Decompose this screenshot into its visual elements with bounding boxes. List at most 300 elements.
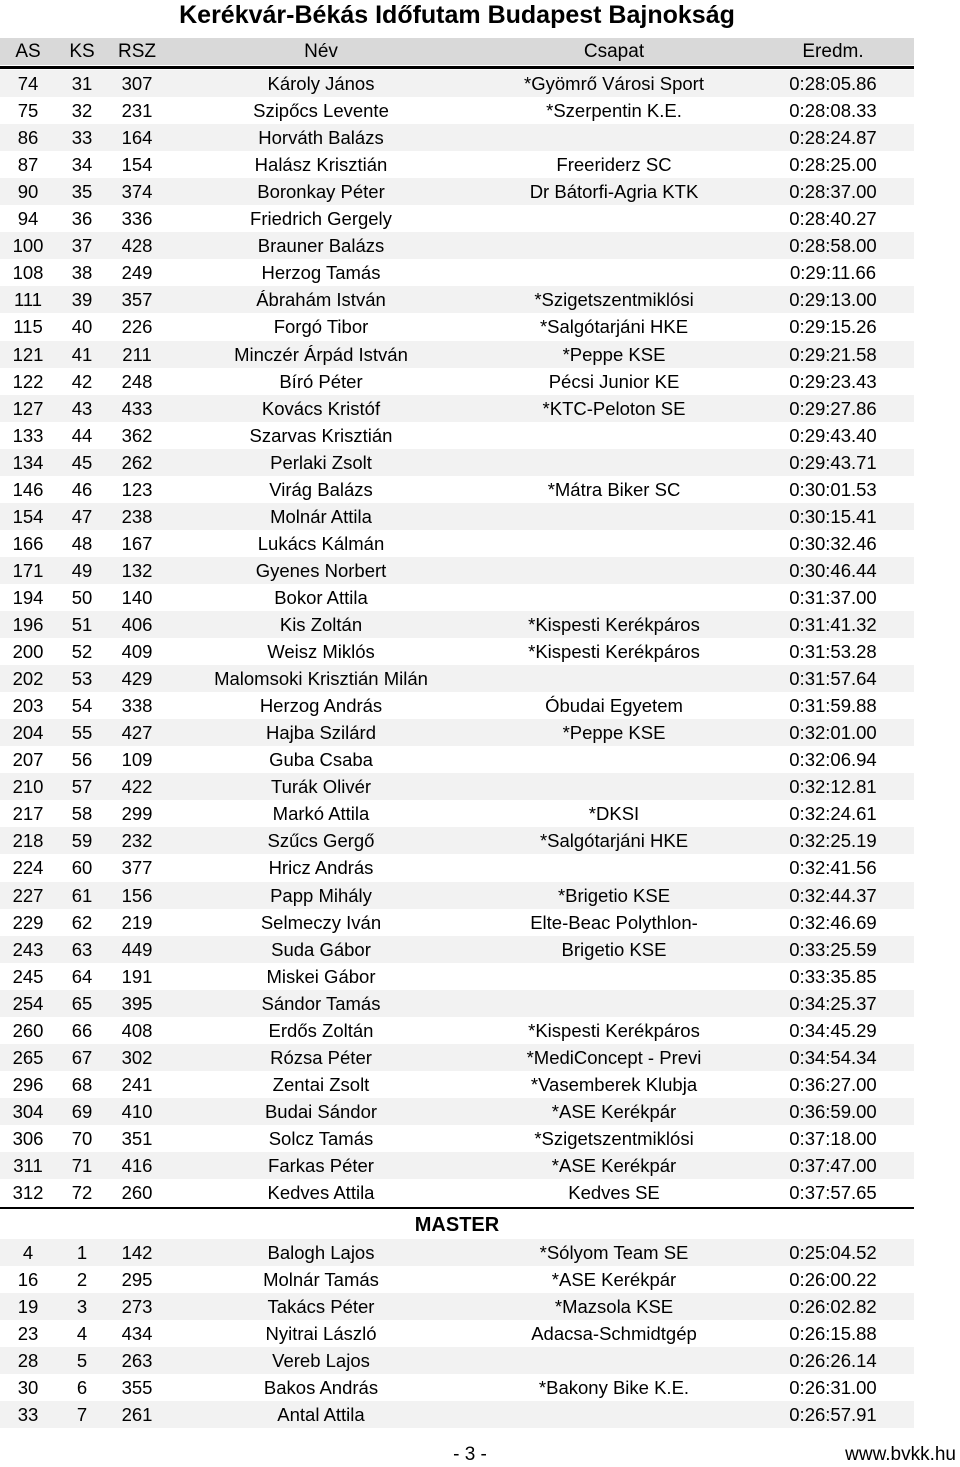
- cell-rsz: 123: [121, 478, 153, 500]
- cell-eredm: 0:32:12.81: [789, 776, 877, 798]
- cell-nev: Szarvas Krisztián: [249, 424, 393, 446]
- cell-nev: Brauner Balázs: [257, 235, 385, 257]
- cell-eredm: 0:32:06.94: [789, 749, 877, 771]
- cell-as: 224: [12, 857, 44, 879]
- table-row: [0, 286, 914, 313]
- cell-ks: 57: [71, 776, 93, 798]
- cell-nev: Molnár Tamás: [263, 1269, 379, 1291]
- cell-rsz: 140: [121, 586, 153, 608]
- cell-rsz: 338: [121, 695, 153, 717]
- cell-as: 217: [12, 803, 44, 825]
- table-row: [0, 936, 914, 963]
- cell-nev: Weisz Miklós: [267, 641, 375, 663]
- cell-as: 202: [12, 668, 44, 690]
- cell-as: 87: [17, 154, 39, 176]
- cell-as: 196: [12, 614, 44, 635]
- cell-as: 121: [12, 343, 44, 365]
- cell-ks: 43: [71, 397, 93, 419]
- cell-as: 260: [12, 1019, 44, 1041]
- cell-rsz: 422: [121, 776, 153, 798]
- cell-csapat: *ASE Kerékpár: [551, 1269, 677, 1291]
- cell-csapat: Kedves SE: [568, 1182, 660, 1204]
- cell-ks: 39: [71, 289, 93, 311]
- cell-eredm: 0:31:41.32: [789, 614, 877, 635]
- cell-eredm: 0:32:01.00: [789, 722, 877, 744]
- cell-as: 28: [17, 1350, 39, 1372]
- footer-url[interactable]: www.bvkk.hu: [845, 1444, 956, 1465]
- cell-nev: Hricz András: [268, 857, 374, 879]
- cell-eredm: 0:30:01.53: [789, 478, 877, 500]
- cell-eredm: 0:37:57.65: [789, 1182, 877, 1204]
- cell-as: 74: [17, 73, 39, 94]
- cell-as: 100: [12, 235, 44, 257]
- cell-as: 75: [17, 100, 39, 122]
- cell-csapat: *Kispesti Kerékpáros: [528, 641, 700, 663]
- cell-csapat: *Salgótarjáni HKE: [539, 316, 689, 338]
- table-row: [0, 1152, 914, 1179]
- cell-rsz: 433: [121, 397, 153, 419]
- cell-as: 227: [12, 884, 44, 906]
- cell-ks: 44: [71, 424, 93, 446]
- table-row: [0, 557, 914, 584]
- cell-csapat: *Mazsola KSE: [554, 1296, 674, 1318]
- cell-eredm: 0:29:43.40: [789, 424, 877, 446]
- table-row: [0, 503, 914, 530]
- cell-eredm: 0:26:02.82: [789, 1296, 877, 1318]
- table-row: [0, 854, 914, 881]
- cell-rsz: 409: [121, 641, 153, 663]
- cell-as: 127: [12, 397, 44, 419]
- table-header: [0, 38, 914, 65]
- cell-as: 33: [17, 1404, 39, 1426]
- cell-nev: Molnár Attila: [270, 505, 372, 527]
- cell-nev: Perlaki Zsolt: [270, 451, 372, 473]
- cell-ks: 72: [71, 1182, 93, 1204]
- cell-ks: 50: [71, 586, 93, 608]
- table-row: [0, 719, 914, 746]
- table-row: [0, 178, 914, 205]
- header-as: AS: [15, 41, 41, 62]
- cell-nev: Bokor Attila: [274, 586, 368, 608]
- cell-rsz: 410: [121, 1100, 153, 1122]
- cell-rsz: 374: [121, 181, 153, 203]
- header-rsz: RSZ: [118, 41, 156, 62]
- cell-rsz: 377: [121, 857, 153, 879]
- cell-nev: Vereb Lajos: [272, 1350, 370, 1372]
- cell-rsz: 299: [121, 803, 153, 825]
- cell-as: 133: [12, 424, 44, 446]
- table-row: [0, 1293, 914, 1320]
- cell-rsz: 416: [121, 1155, 153, 1176]
- table-row: [0, 449, 914, 476]
- cell-eredm: 0:32:24.61: [789, 803, 877, 825]
- table-row: [0, 232, 914, 259]
- cell-eredm: 0:29:15.26: [789, 316, 877, 338]
- cell-rsz: 109: [121, 749, 153, 771]
- cell-as: 296: [12, 1073, 44, 1095]
- cell-csapat: *Bakony Bike K.E.: [538, 1377, 690, 1399]
- cell-as: 245: [12, 965, 44, 987]
- cell-eredm: 0:31:37.00: [789, 586, 877, 608]
- cell-csapat: Dr Bátorfi-Agria KTK: [529, 181, 699, 203]
- cell-csapat: *Szerpentin K.E.: [546, 100, 682, 122]
- cell-eredm: 0:32:44.37: [789, 884, 877, 906]
- cell-eredm: 0:29:23.43: [789, 370, 877, 392]
- table-row: [0, 990, 914, 1017]
- cell-nev: Sándor Tamás: [261, 992, 381, 1014]
- cell-csapat: Freeriderz SC: [556, 154, 672, 176]
- table-row: [0, 584, 914, 611]
- cell-nev: Kedves Attila: [267, 1182, 375, 1204]
- cell-ks: 58: [71, 803, 93, 825]
- section-title-master: MASTER: [414, 1214, 500, 1236]
- cell-csapat: *Szigetszentmiklósi: [534, 1127, 694, 1149]
- cell-eredm: 0:36:27.00: [789, 1073, 877, 1095]
- cell-ks: 34: [71, 154, 93, 176]
- cell-rsz: 295: [121, 1269, 153, 1291]
- cell-nev: Zentai Zsolt: [272, 1073, 370, 1095]
- cell-rsz: 429: [121, 668, 153, 690]
- cell-csapat: *KTC-Peloton SE: [542, 397, 686, 419]
- cell-nev: Farkas Péter: [268, 1155, 374, 1176]
- cell-as: 254: [12, 992, 44, 1014]
- cell-eredm: 0:28:58.00: [789, 235, 877, 257]
- cell-nev: Szűcs Gergő: [267, 830, 375, 852]
- cell-nev: Papp Mihály: [270, 884, 372, 906]
- table-row: [0, 1239, 914, 1266]
- cell-as: 94: [17, 208, 39, 230]
- cell-csapat: *Salgótarjáni HKE: [539, 830, 689, 852]
- cell-eredm: 0:28:08.33: [789, 100, 877, 122]
- table-row: [0, 692, 914, 719]
- cell-csapat: *Mátra Biker SC: [547, 478, 681, 500]
- cell-nev: Malomsoki Krisztián Milán: [214, 668, 428, 690]
- cell-ks: 64: [71, 965, 93, 987]
- cell-as: 122: [12, 370, 44, 392]
- cell-eredm: 0:29:43.71: [789, 451, 877, 473]
- cell-eredm: 0:30:46.44: [789, 559, 877, 581]
- cell-ks: 47: [71, 505, 93, 527]
- section-divider: [0, 1207, 914, 1209]
- cell-nev: Guba Csaba: [269, 749, 373, 771]
- cell-ks: 32: [71, 100, 93, 122]
- cell-eredm: 0:34:45.29: [789, 1019, 877, 1041]
- cell-rsz: 156: [121, 884, 153, 906]
- table-row: [0, 1374, 914, 1401]
- table-row: [0, 1401, 914, 1428]
- cell-ks: 69: [71, 1100, 93, 1122]
- header-ks: KS: [69, 41, 95, 62]
- cell-csapat: *Brigetio KSE: [557, 884, 671, 906]
- table-row: [0, 205, 914, 232]
- cell-as: 304: [12, 1100, 44, 1122]
- cell-rsz: 191: [121, 965, 153, 987]
- table-row: [0, 476, 914, 503]
- table-row: [0, 611, 914, 638]
- cell-ks: 40: [71, 316, 93, 338]
- cell-as: 154: [12, 505, 44, 527]
- cell-ks: 55: [71, 722, 93, 744]
- cell-eredm: 0:37:47.00: [789, 1155, 877, 1176]
- cell-as: 111: [13, 289, 43, 311]
- cell-nev: Miskei Gábor: [266, 965, 376, 987]
- table-row: [0, 368, 914, 395]
- cell-eredm: 0:32:41.56: [789, 857, 877, 879]
- cell-nev: Minczér Árpád István: [234, 343, 408, 365]
- cell-rsz: 211: [122, 343, 152, 365]
- cell-as: 115: [13, 316, 43, 338]
- cell-csapat: *MediConcept - Previ: [526, 1046, 702, 1068]
- cell-csapat: Adacsa-Schmidtgép: [531, 1323, 697, 1345]
- cell-rsz: 263: [121, 1350, 153, 1372]
- cell-ks: 2: [76, 1269, 88, 1291]
- cell-nev: Herzog Tamás: [261, 262, 381, 284]
- cell-rsz: 132: [121, 559, 153, 581]
- cell-as: 210: [12, 776, 44, 798]
- cell-nev: Lukács Kálmán: [257, 532, 385, 554]
- cell-ks: 33: [71, 127, 93, 149]
- header-eredm: Eredm.: [802, 41, 864, 62]
- cell-ks: 62: [71, 911, 93, 933]
- table-row: [0, 746, 914, 773]
- cell-as: 166: [12, 532, 44, 554]
- cell-as: 19: [17, 1296, 39, 1318]
- cell-nev: Turák Olivér: [270, 776, 372, 798]
- cell-ks: 6: [76, 1377, 88, 1399]
- cell-rsz: 260: [121, 1182, 153, 1204]
- cell-ks: 42: [71, 370, 93, 392]
- table-row: [0, 1266, 914, 1293]
- cell-nev: Suda Gábor: [271, 938, 371, 960]
- header-csapat: Csapat: [583, 41, 645, 62]
- cell-csapat: *ASE Kerékpár: [551, 1155, 677, 1176]
- cell-csapat: *Kispesti Kerékpáros: [528, 1019, 700, 1041]
- cell-eredm: 0:32:46.69: [789, 911, 877, 933]
- table-row: [0, 1071, 914, 1098]
- cell-ks: 59: [71, 830, 93, 852]
- header-divider: [0, 66, 914, 69]
- cell-ks: 48: [71, 532, 93, 554]
- cell-csapat: Pécsi Junior KE: [548, 370, 680, 392]
- cell-as: 23: [17, 1323, 39, 1345]
- cell-ks: 71: [71, 1155, 93, 1176]
- cell-nev: Károly János: [267, 73, 375, 94]
- cell-ks: 56: [71, 749, 93, 771]
- page-title: Kerékvár-Békás Időfutam Budapest Bajnokság: [179, 1, 735, 29]
- cell-ks: 37: [71, 235, 93, 257]
- cell-rsz: 362: [121, 424, 153, 446]
- cell-rsz: 219: [121, 911, 153, 933]
- cell-eredm: 0:31:57.64: [789, 668, 877, 690]
- cell-eredm: 0:30:15.41: [789, 505, 877, 527]
- cell-ks: 3: [76, 1296, 88, 1318]
- cell-nev: Nyitrai László: [265, 1323, 377, 1345]
- cell-eredm: 0:28:05.86: [789, 73, 877, 94]
- table-row: [0, 395, 914, 422]
- table-row: [0, 1044, 914, 1071]
- cell-as: 265: [12, 1046, 44, 1068]
- cell-rsz: 336: [121, 208, 153, 230]
- cell-nev: Forgó Tibor: [273, 316, 369, 338]
- cell-as: 16: [17, 1269, 39, 1291]
- table-row: [0, 827, 914, 854]
- cell-nev: Kovács Kristóf: [261, 397, 381, 419]
- cell-rsz: 226: [121, 316, 153, 338]
- cell-as: 86: [17, 127, 39, 149]
- page-number: - 3 -: [453, 1444, 487, 1465]
- cell-eredm: 0:26:00.22: [789, 1269, 877, 1291]
- cell-rsz: 406: [121, 614, 153, 635]
- cell-eredm: 0:28:37.00: [789, 181, 877, 203]
- table-row: [0, 259, 914, 286]
- cell-eredm: 0:29:13.00: [789, 289, 877, 311]
- table-row: [0, 800, 914, 827]
- table-row: [0, 1017, 914, 1044]
- cell-ks: 4: [76, 1323, 88, 1345]
- cell-eredm: 0:31:59.88: [789, 695, 877, 717]
- cell-rsz: 262: [121, 451, 153, 473]
- table-row: [0, 1347, 914, 1374]
- cell-csapat: *ASE Kerékpár: [551, 1100, 677, 1122]
- cell-nev: Herzog András: [259, 695, 383, 717]
- cell-eredm: 0:28:25.00: [789, 154, 877, 176]
- cell-ks: 68: [71, 1073, 93, 1095]
- table-row: [0, 124, 914, 151]
- table-row: [0, 909, 914, 936]
- cell-nev: Virág Balázs: [269, 478, 373, 500]
- table-row: [0, 773, 914, 800]
- cell-nev: Kis Zoltán: [279, 614, 363, 635]
- cell-as: 229: [12, 911, 44, 933]
- cell-as: 146: [12, 478, 44, 500]
- cell-csapat: *Peppe KSE: [562, 722, 666, 744]
- cell-ks: 35: [71, 181, 93, 203]
- cell-ks: 45: [71, 451, 93, 473]
- cell-ks: 51: [71, 614, 93, 635]
- cell-as: 194: [12, 586, 44, 608]
- cell-rsz: 428: [121, 235, 153, 257]
- cell-eredm: 0:33:35.85: [789, 965, 877, 987]
- cell-nev: Balogh Lajos: [267, 1242, 375, 1263]
- cell-as: 108: [12, 262, 44, 284]
- cell-nev: Rózsa Péter: [270, 1046, 372, 1068]
- cell-rsz: 232: [121, 830, 153, 852]
- cell-rsz: 154: [121, 154, 153, 176]
- cell-rsz: 231: [121, 100, 153, 122]
- table-row: [0, 1320, 914, 1347]
- cell-csapat: *DKSI: [588, 803, 640, 825]
- cell-ks: 66: [71, 1019, 93, 1041]
- cell-as: 218: [12, 830, 44, 852]
- cell-eredm: 0:26:15.88: [789, 1323, 877, 1345]
- cell-rsz: 249: [121, 262, 153, 284]
- table-row: [0, 882, 914, 909]
- cell-nev: Markó Attila: [272, 803, 370, 825]
- cell-eredm: 0:36:59.00: [789, 1100, 877, 1122]
- cell-ks: 60: [71, 857, 93, 879]
- table-row: [0, 341, 914, 368]
- cell-rsz: 167: [121, 532, 153, 554]
- cell-ks: 46: [71, 478, 93, 500]
- cell-rsz: 434: [121, 1323, 153, 1345]
- cell-rsz: 238: [121, 505, 153, 527]
- cell-ks: 49: [71, 559, 93, 581]
- cell-rsz: 248: [121, 370, 153, 392]
- cell-rsz: 351: [121, 1127, 153, 1149]
- cell-as: 306: [12, 1127, 44, 1149]
- table-row: [0, 313, 914, 340]
- cell-nev: Solcz Tamás: [268, 1127, 374, 1149]
- cell-csapat: *Sólyom Team SE: [539, 1242, 689, 1263]
- cell-eredm: 0:32:25.19: [789, 830, 877, 852]
- cell-ks: 1: [76, 1242, 88, 1263]
- table-row: [0, 70, 914, 97]
- cell-csapat: Óbudai Egyetem: [545, 695, 683, 717]
- cell-nev: Antal Attila: [277, 1404, 365, 1426]
- table-row: [0, 1179, 914, 1206]
- cell-csapat: *Szigetszentmiklósi: [534, 289, 694, 311]
- cell-rsz: 357: [121, 289, 153, 311]
- cell-ks: 53: [71, 668, 93, 690]
- cell-rsz: 273: [121, 1296, 153, 1318]
- cell-nev: Ábrahám István: [256, 289, 386, 311]
- cell-nev: Boronkay Péter: [257, 181, 385, 203]
- cell-ks: 67: [71, 1046, 93, 1068]
- table-row: [0, 638, 914, 665]
- cell-nev: Budai Sándor: [264, 1100, 378, 1122]
- cell-ks: 54: [71, 695, 93, 717]
- table-row: [0, 1125, 914, 1152]
- cell-ks: 52: [71, 641, 93, 663]
- cell-eredm: 0:28:40.27: [789, 208, 877, 230]
- cell-as: 203: [12, 695, 44, 717]
- cell-eredm: 0:33:25.59: [789, 938, 877, 960]
- cell-rsz: 408: [121, 1019, 153, 1041]
- cell-rsz: 307: [121, 73, 153, 94]
- cell-eredm: 0:28:24.87: [789, 127, 877, 149]
- cell-as: 207: [12, 749, 44, 771]
- cell-ks: 31: [71, 73, 93, 94]
- cell-ks: 36: [71, 208, 93, 230]
- cell-eredm: 0:37:18.00: [789, 1127, 877, 1149]
- table-row: [0, 963, 914, 990]
- cell-eredm: 0:26:57.91: [789, 1404, 877, 1426]
- cell-csapat: *Kispesti Kerékpáros: [528, 614, 700, 635]
- cell-ks: 70: [71, 1127, 93, 1149]
- cell-eredm: 0:29:11.66: [789, 262, 877, 284]
- table-row: [0, 530, 914, 557]
- cell-nev: Erdős Zoltán: [268, 1019, 374, 1041]
- table-row: [0, 422, 914, 449]
- table-row: [0, 665, 914, 692]
- cell-eredm: 0:25:04.52: [789, 1242, 877, 1263]
- cell-rsz: 302: [121, 1046, 153, 1068]
- cell-ks: 63: [71, 938, 93, 960]
- cell-as: 134: [12, 451, 44, 473]
- cell-nev: Selmeczy Iván: [260, 911, 382, 933]
- cell-eredm: 0:29:27.86: [789, 397, 877, 419]
- cell-rsz: 142: [121, 1242, 153, 1263]
- cell-nev: Halász Krisztián: [254, 154, 388, 176]
- cell-nev: Bakos András: [263, 1377, 379, 1399]
- cell-ks: 65: [71, 992, 93, 1014]
- cell-nev: Horváth Balázs: [258, 127, 384, 149]
- header-nev: Név: [304, 41, 338, 62]
- table-row: [0, 1098, 914, 1125]
- cell-rsz: 164: [121, 127, 153, 149]
- cell-csapat: *Gyömrő Városi Sport: [524, 73, 704, 94]
- cell-ks: 5: [76, 1350, 88, 1372]
